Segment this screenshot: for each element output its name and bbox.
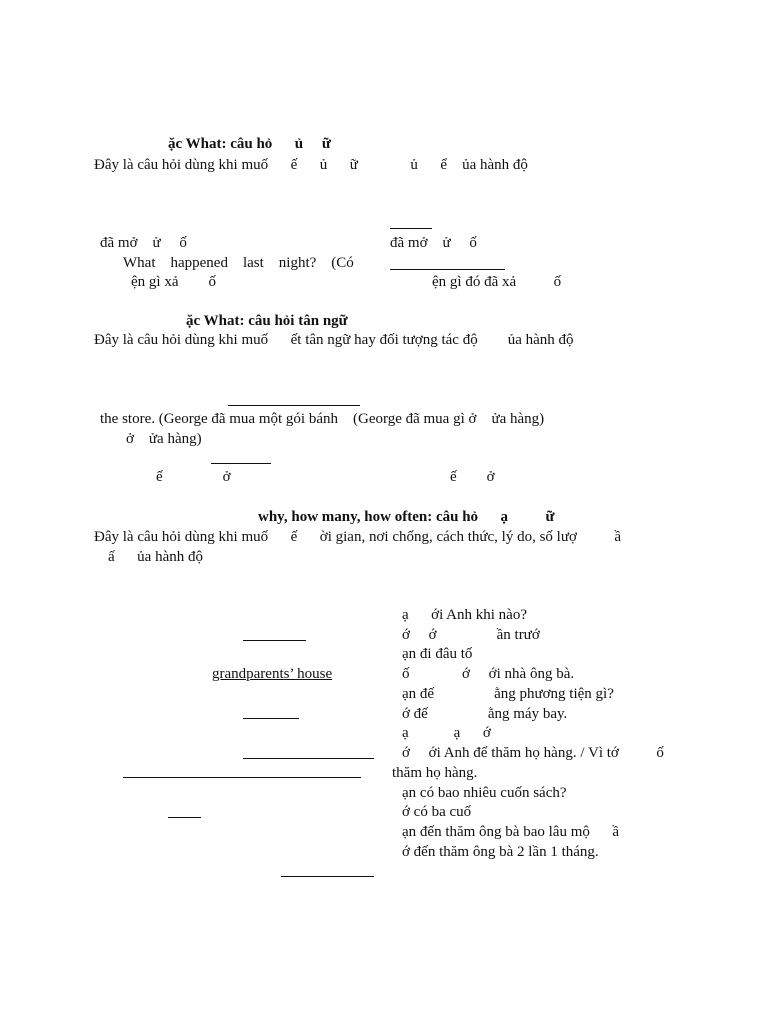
example-translation-right: đã mở ử ố bbox=[390, 235, 477, 251]
section1-title: ặc What: câu hỏ ủ ữ bbox=[168, 136, 331, 152]
answer-blank bbox=[168, 817, 201, 818]
section3-description: Đây là câu hỏi dùng khi muố ế ời gian, nơi chống, cách thức, lý do, số lượ ầ bbox=[94, 529, 622, 545]
answer-line: ớ ớ ần trướ bbox=[402, 627, 540, 643]
answer-blank bbox=[243, 640, 306, 641]
answer-line: ạ ới Anh khi nào? bbox=[402, 607, 527, 623]
answer-blank bbox=[123, 777, 361, 778]
section3-description-cont: ấ ủa hành độ bbox=[108, 549, 203, 565]
answer-line: ạn đế ằng phương tiện gì? bbox=[402, 686, 614, 702]
answer-blank bbox=[281, 876, 374, 877]
answer-blank bbox=[243, 758, 374, 759]
example-translation-right: ện gì đó đã xả ố bbox=[432, 274, 562, 290]
section2-title: ặc What: câu hỏi tân ngữ bbox=[186, 313, 348, 329]
answer-blank bbox=[243, 718, 299, 719]
answer-line: ạn đến thăm ông bà bao lâu mộ ầ bbox=[402, 824, 620, 840]
answer-line: ớ đến thăm ông bà 2 lần 1 tháng. bbox=[402, 844, 599, 860]
answer-line: ạn đi đâu tố bbox=[402, 646, 473, 662]
answer-blank bbox=[390, 269, 505, 270]
example-sentence: the store. (George đã mua một gói bánh (George đã mua gì ở ửa hàng) bbox=[100, 411, 545, 427]
answer-line: ớ ới Anh để thăm họ hàng. / Vì tớ ố bbox=[402, 745, 664, 761]
answer-line: ố ớ ới nhà ông bà. bbox=[402, 666, 575, 682]
answer-line: thăm họ hàng. bbox=[392, 765, 478, 781]
example-translation-left: đã mở ử ố bbox=[100, 235, 187, 251]
fragment-left: ế ở bbox=[156, 469, 231, 485]
section3-title: why, how many, how often: câu hỏ ạ ữ bbox=[258, 509, 555, 525]
answer-blank bbox=[228, 405, 360, 406]
section2-description: Đây là câu hỏi dùng khi muố ết tân ngữ hay đối tượng tác độ ủa hành độ bbox=[94, 332, 574, 348]
example-translation-left: ện gì xả ố bbox=[131, 274, 216, 290]
answer-line: ớ đế ằng máy bay. bbox=[402, 706, 568, 722]
fragment-right: ế ở bbox=[450, 469, 495, 485]
example-translation: ở ửa hàng) bbox=[126, 431, 202, 447]
answer-blank bbox=[390, 228, 432, 229]
answer-line: ớ có ba cuố bbox=[402, 804, 472, 820]
answer-blank bbox=[211, 463, 271, 464]
answer-line: ạ ạ ớ bbox=[402, 725, 491, 741]
underlined-phrase: grandparents’ house bbox=[212, 666, 333, 682]
example-sentence: What happened last night? (Có bbox=[123, 255, 354, 271]
answer-line: ạn có bao nhiêu cuốn sách? bbox=[402, 785, 567, 801]
section1-description: Đây là câu hỏi dùng khi muố ế ủ ữ ủ ể ủa hành độ bbox=[94, 157, 528, 173]
